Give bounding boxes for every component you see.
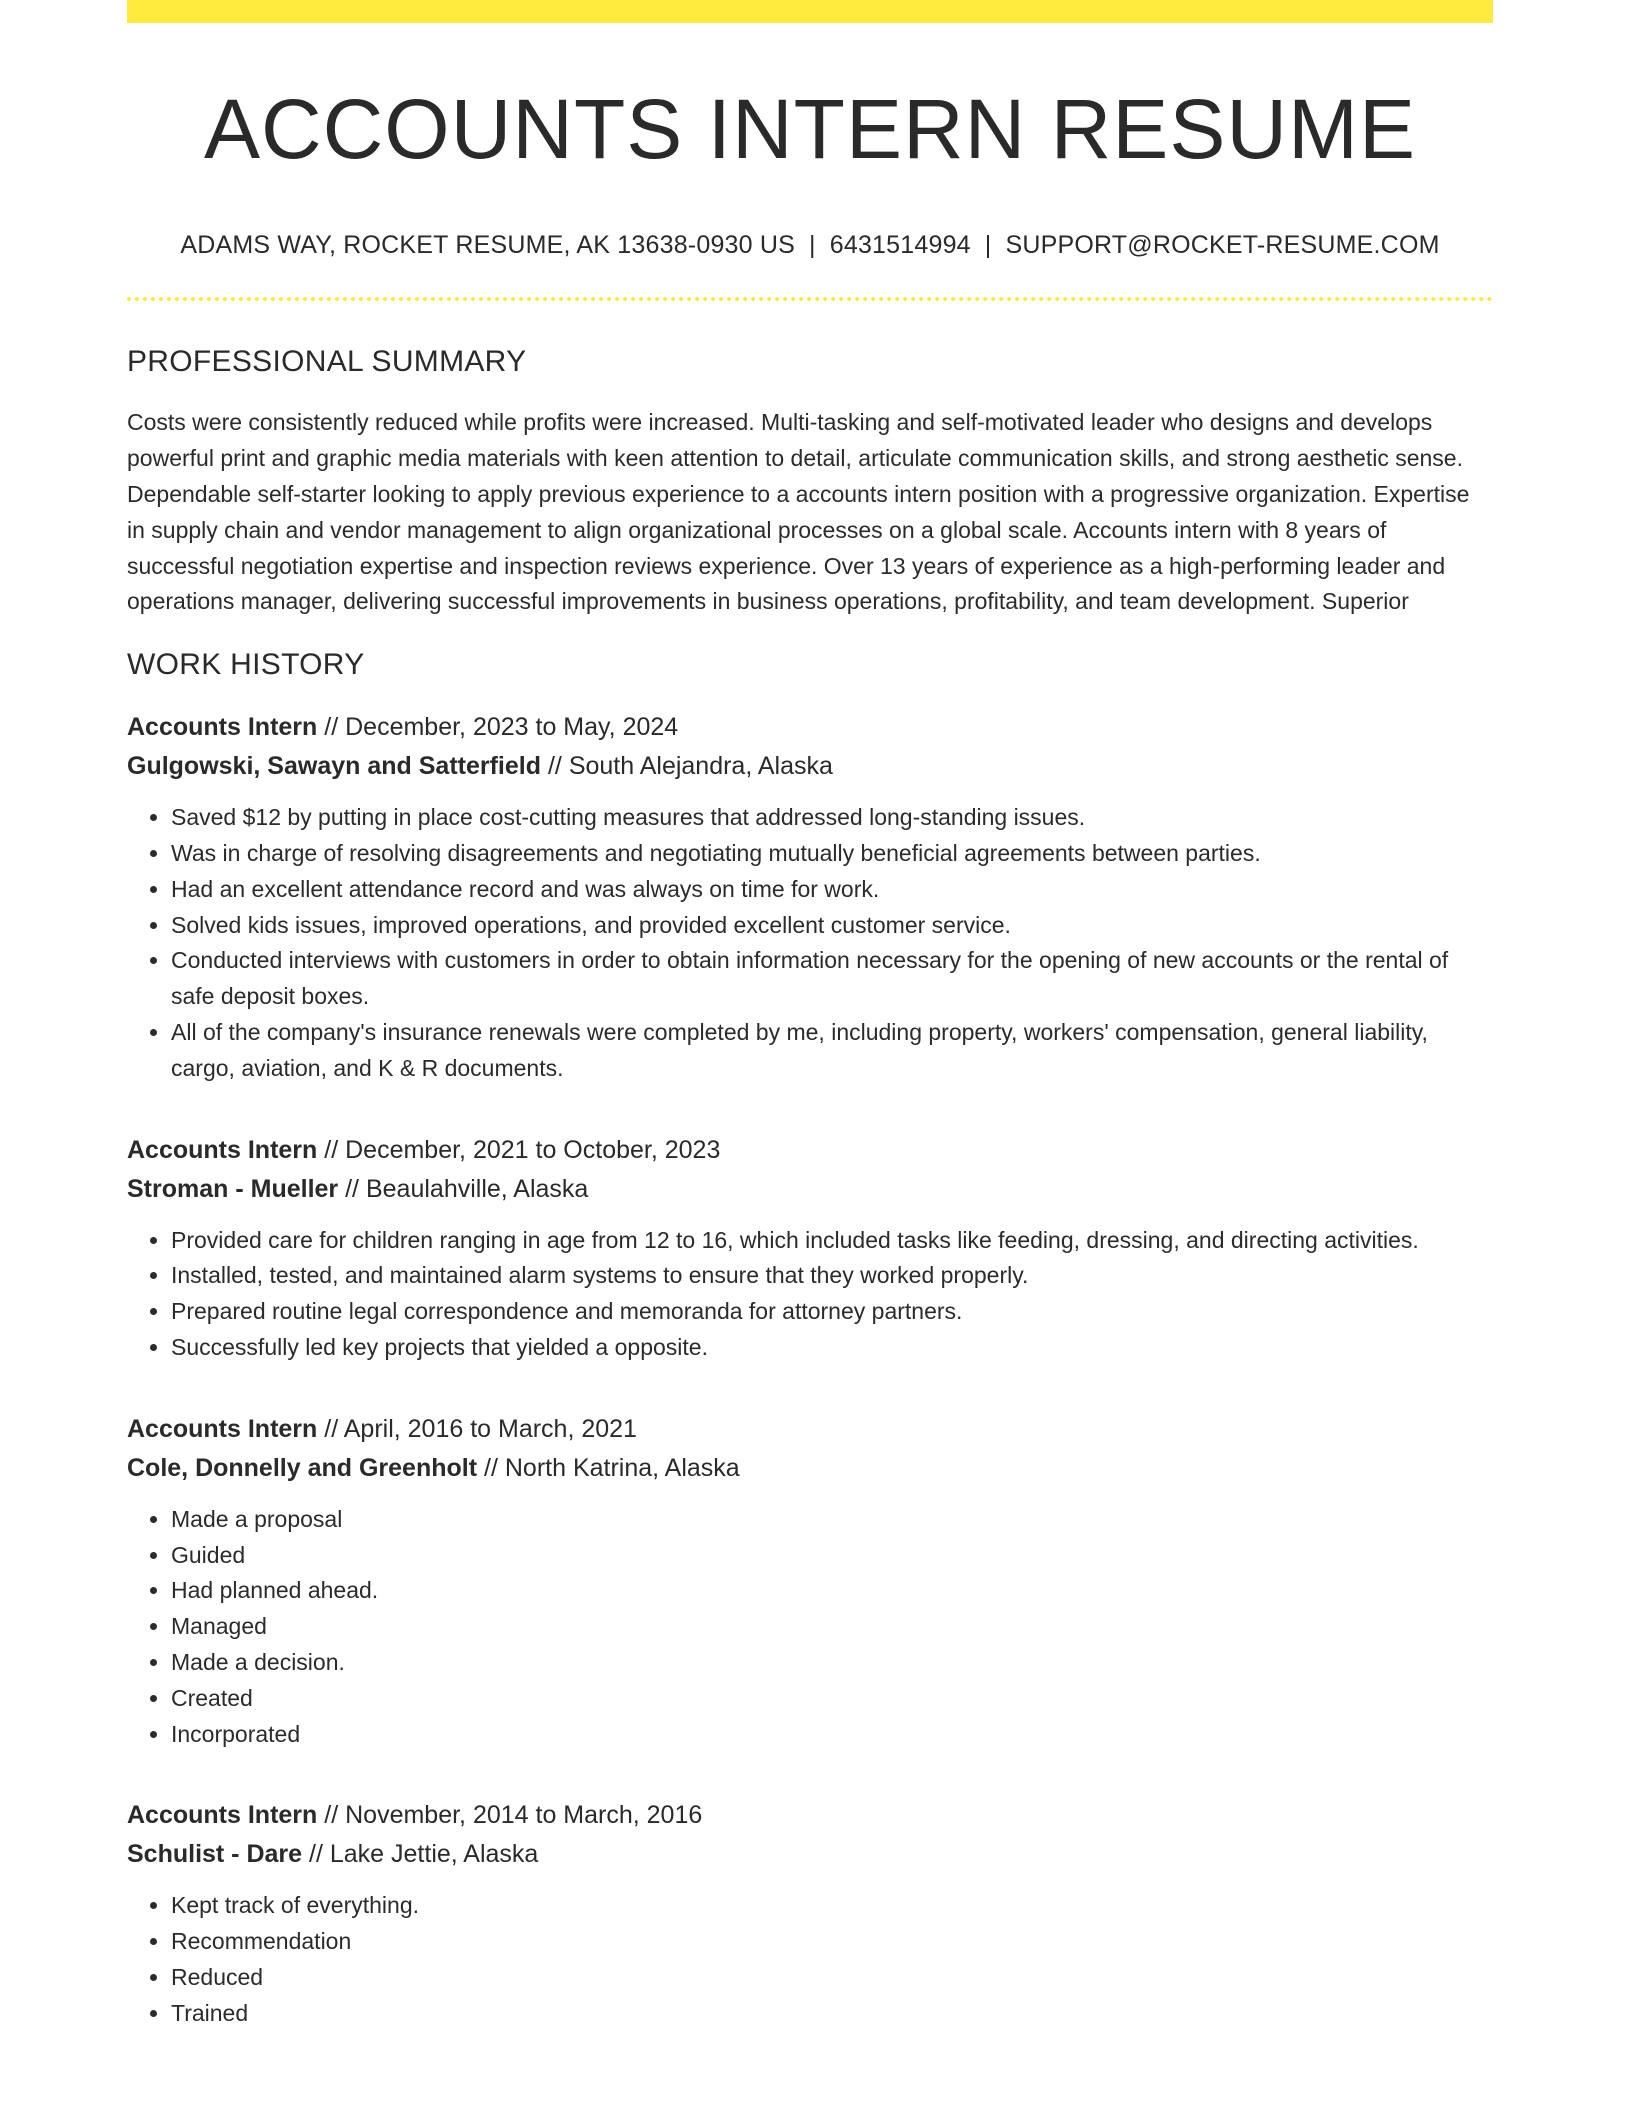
job-bullet: • Made a decision. xyxy=(171,1645,1493,1681)
contact-address: ADAMS WAY, ROCKET RESUME, AK 13638-0930 US xyxy=(180,231,796,260)
job-bullets xyxy=(127,1888,1493,2031)
job-divider: // xyxy=(547,752,562,781)
job-location: Beaulahville, Alaska xyxy=(365,1174,589,1203)
contact-phone: 6431514994 xyxy=(829,231,971,260)
top-accent-bar xyxy=(127,0,1493,23)
job-company: Gulgowski, Sawayn and Satterfield xyxy=(127,752,541,781)
resume-title: ACCOUNTS INTERN RESUME xyxy=(203,82,1417,176)
job-bullet: • Kept track of everything. xyxy=(171,1888,1493,1924)
job-title-line xyxy=(127,708,1493,747)
dotted-divider xyxy=(127,297,1493,301)
work-history-heading: WORK HISTORY xyxy=(127,648,365,682)
job-bullet: • Trained xyxy=(171,1996,1493,2032)
job-entry xyxy=(127,708,1493,1086)
job-company: Stroman - Mueller xyxy=(127,1174,339,1203)
job-company: Cole, Donnelly and Greenholt xyxy=(127,1453,478,1482)
job-location: South Alejandra, Alaska xyxy=(568,752,833,781)
job-dates: December, 2023 to May, 2024 xyxy=(345,713,679,742)
job-position: Accounts Intern xyxy=(127,1135,318,1164)
job-title-line xyxy=(127,1410,1493,1449)
job-dates: December, 2021 to October, 2023 xyxy=(345,1135,721,1164)
job-bullet: • Solved kids issues, improved operations, and provided excellent customer service. xyxy=(171,908,1493,944)
job-bullet: • Guided xyxy=(171,1538,1493,1574)
job-bullets xyxy=(127,1502,1493,1753)
job-company-line xyxy=(127,1449,1493,1488)
job-divider: // xyxy=(309,1840,323,1869)
summary-text: Costs were consistently reduced while profits were increased. Multi-tasking and self-motivated leader who designs and develops powerful print and graphic media materials with keen attention to detail, articulate communication skills, and strong aesthetic sense. Dependable self-starter looking to apply previous experience to a accounts intern position with a progressive organization. Expertise in supply chain and vendor management to align organizational processes on a global scale. Accounts intern with 8 years of successful negotiation expertise and inspection reviews experience. Over 13 years of experience as a high-performing leader and operations manager, delivering successful improvements in business operations, profitability, and team development. Superior xyxy=(127,409,1470,615)
job-bullet: • Created xyxy=(171,1681,1493,1717)
job-dates: November, 2014 to March, 2016 xyxy=(345,1801,703,1830)
job-bullets xyxy=(127,800,1493,1086)
job-bullet: • All of the company's insurance renewals were completed by me, including property, workers' compensation, general liability, cargo, aviation, and K & R documents. xyxy=(171,1015,1493,1087)
job-position: Accounts Intern xyxy=(127,1801,318,1830)
job-divider: // xyxy=(324,1801,339,1830)
job-title-line xyxy=(127,1131,1493,1170)
job-company-line xyxy=(127,1835,1493,1874)
job-bullet: • Managed xyxy=(171,1609,1493,1645)
job-bullet: • Had planned ahead. xyxy=(171,1573,1493,1609)
job-position: Accounts Intern xyxy=(127,713,318,742)
job-bullet: • Provided care for children ranging in age from 12 to 16, which included tasks like feeding, dressing, and directing activities. xyxy=(171,1223,1493,1259)
job-title-line xyxy=(127,1796,1493,1835)
contact-separator: | xyxy=(984,231,992,260)
job-bullet: • Had an excellent attendance record and was always on time for work. xyxy=(171,872,1493,908)
job-position: Accounts Intern xyxy=(127,1414,318,1443)
job-bullet: • Made a proposal xyxy=(171,1502,1493,1538)
job-company-line xyxy=(127,1170,1493,1209)
contact-email: SUPPORT@ROCKET-RESUME.COM xyxy=(1005,231,1440,260)
job-bullet: • Prepared routine legal correspondence and memoranda for attorney partners. xyxy=(171,1294,1493,1330)
job-bullet: • Was in charge of resolving disagreements and negotiating mutually beneficial agreements between parties. xyxy=(171,836,1493,872)
resume-page xyxy=(127,0,1493,2032)
job-bullets xyxy=(127,1223,1493,1366)
job-divider: // xyxy=(484,1453,498,1482)
contact-separator: | xyxy=(809,231,816,260)
job-bullet: • Incorporated xyxy=(171,1717,1493,1753)
job-bullet: • Successfully led key projects that yielded a opposite. xyxy=(171,1330,1493,1366)
job-location: North Katrina, Alaska xyxy=(504,1453,740,1482)
job-entry xyxy=(127,1131,1493,1366)
summary-heading: PROFESSIONAL SUMMARY xyxy=(127,345,527,379)
job-bullet: • Conducted interviews with customers in order to obtain information necessary for the opening of new accounts or the rental of safe deposit boxes. xyxy=(171,943,1493,1015)
job-divider: // xyxy=(324,713,339,742)
job-location: Lake Jettie, Alaska xyxy=(329,1840,539,1869)
job-entry xyxy=(127,1410,1493,1753)
job-bullet: • Installed, tested, and maintained alarm systems to ensure that they worked properly. xyxy=(171,1258,1493,1294)
job-company-line xyxy=(127,747,1493,786)
job-dates: April, 2016 to March, 2021 xyxy=(343,1414,637,1443)
job-bullet: • Saved $12 by putting in place cost-cutting measures that addressed long-standing issues. xyxy=(171,800,1493,836)
job-divider: // xyxy=(324,1135,339,1164)
contact-line xyxy=(127,231,1493,260)
job-entry xyxy=(127,1796,1493,2031)
job-company: Schulist - Dare xyxy=(127,1840,303,1869)
job-divider: // xyxy=(324,1414,339,1443)
job-bullet: • Reduced xyxy=(171,1960,1493,1996)
job-bullet: • Recommendation xyxy=(171,1924,1493,1960)
job-divider: // xyxy=(345,1174,360,1203)
